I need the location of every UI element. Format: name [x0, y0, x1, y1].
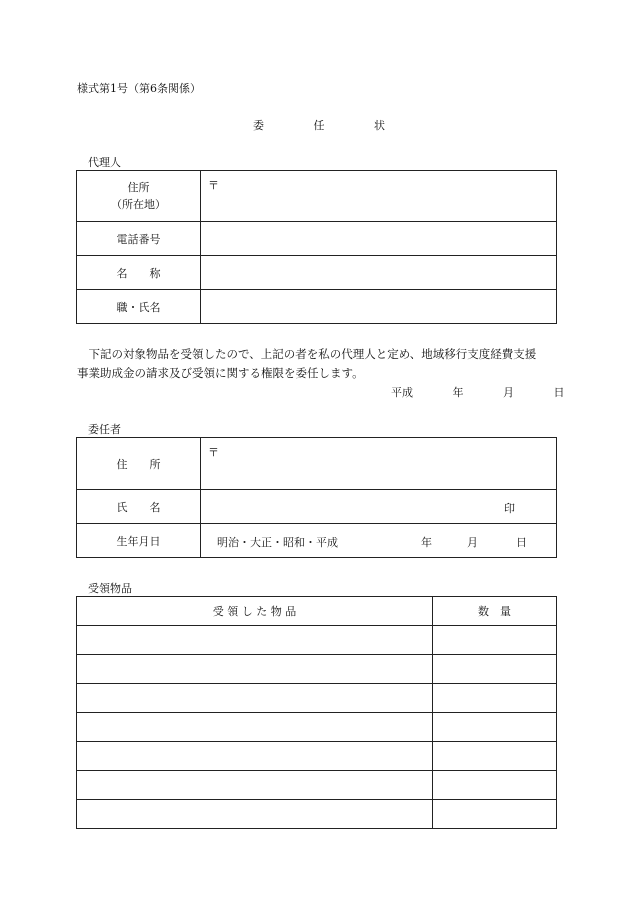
item-cell[interactable] — [77, 771, 433, 800]
title-char: 状 — [374, 119, 385, 132]
declaration-line1: 下記の対象物品を受領したので、上記の者を私の代理人と定め、地域移行支度経費支援 — [77, 347, 537, 361]
date-year: 年 — [452, 386, 464, 399]
birth-day: 日 — [516, 536, 527, 549]
agent-name-field[interactable] — [201, 256, 557, 290]
agent-address-label — [77, 171, 201, 222]
agent-name-label: 名 称 — [77, 256, 201, 290]
principal-table — [76, 437, 557, 558]
principal-name-field[interactable] — [201, 490, 557, 524]
qty-cell[interactable] — [433, 684, 557, 713]
birth-month: 月 — [467, 536, 478, 549]
birth-eras: 明治・大正・昭和・平成 — [217, 536, 338, 549]
qty-cell[interactable] — [433, 742, 557, 771]
declaration-text — [77, 345, 557, 383]
item-cell[interactable] — [77, 626, 433, 655]
postal-mark: 〒 — [208, 446, 219, 459]
item-cell[interactable] — [77, 742, 433, 771]
qty-cell[interactable] — [433, 655, 557, 684]
title-char: 任 — [313, 119, 325, 132]
agent-phone-field[interactable] — [201, 222, 557, 256]
declaration-line2: 事業助成金の請求及び受領に関する権限を委任します。 — [77, 366, 364, 380]
title-char: 委 — [253, 119, 264, 132]
principal-name-label: 氏 名 — [77, 490, 201, 524]
qty-cell[interactable] — [433, 626, 557, 655]
agent-address-label-line2: （所在地） — [111, 198, 166, 211]
birth-year: 年 — [421, 536, 432, 549]
date-day: 日 — [553, 386, 565, 399]
qty-cell[interactable] — [433, 771, 557, 800]
item-cell[interactable] — [77, 800, 433, 829]
agent-phone-label: 電話番号 — [77, 222, 201, 256]
date-line — [391, 384, 565, 400]
postal-mark: 〒 — [208, 179, 219, 192]
agent-title-name-label: 職・氏名 — [77, 290, 201, 324]
principal-address-field[interactable] — [201, 438, 557, 490]
items-table — [76, 596, 557, 829]
qty-col-header: 数 量 — [433, 597, 557, 626]
items-heading: 受領物品 — [88, 582, 132, 595]
form-number: 様式第1号（第6条関係） — [77, 82, 201, 95]
seal-mark: 印 — [504, 502, 515, 515]
date-era: 平成 — [391, 386, 413, 399]
qty-cell[interactable] — [433, 800, 557, 829]
agent-heading: 代理人 — [88, 156, 121, 169]
items-col-header: 受 領 し た 物 品 — [77, 597, 433, 626]
item-cell[interactable] — [77, 655, 433, 684]
document-title — [253, 117, 385, 133]
agent-title-name-field[interactable] — [201, 290, 557, 324]
agent-table — [76, 170, 557, 324]
item-cell[interactable] — [77, 684, 433, 713]
agent-address-field[interactable] — [201, 171, 557, 222]
principal-address-label: 住 所 — [77, 438, 201, 490]
date-month: 月 — [503, 386, 514, 399]
principal-heading: 委任者 — [88, 423, 121, 436]
principal-birth-field[interactable] — [201, 524, 557, 558]
agent-address-label-line1: 住所 — [127, 181, 150, 194]
qty-cell[interactable] — [433, 713, 557, 742]
principal-birth-label: 生年月日 — [77, 524, 201, 558]
item-cell[interactable] — [77, 713, 433, 742]
